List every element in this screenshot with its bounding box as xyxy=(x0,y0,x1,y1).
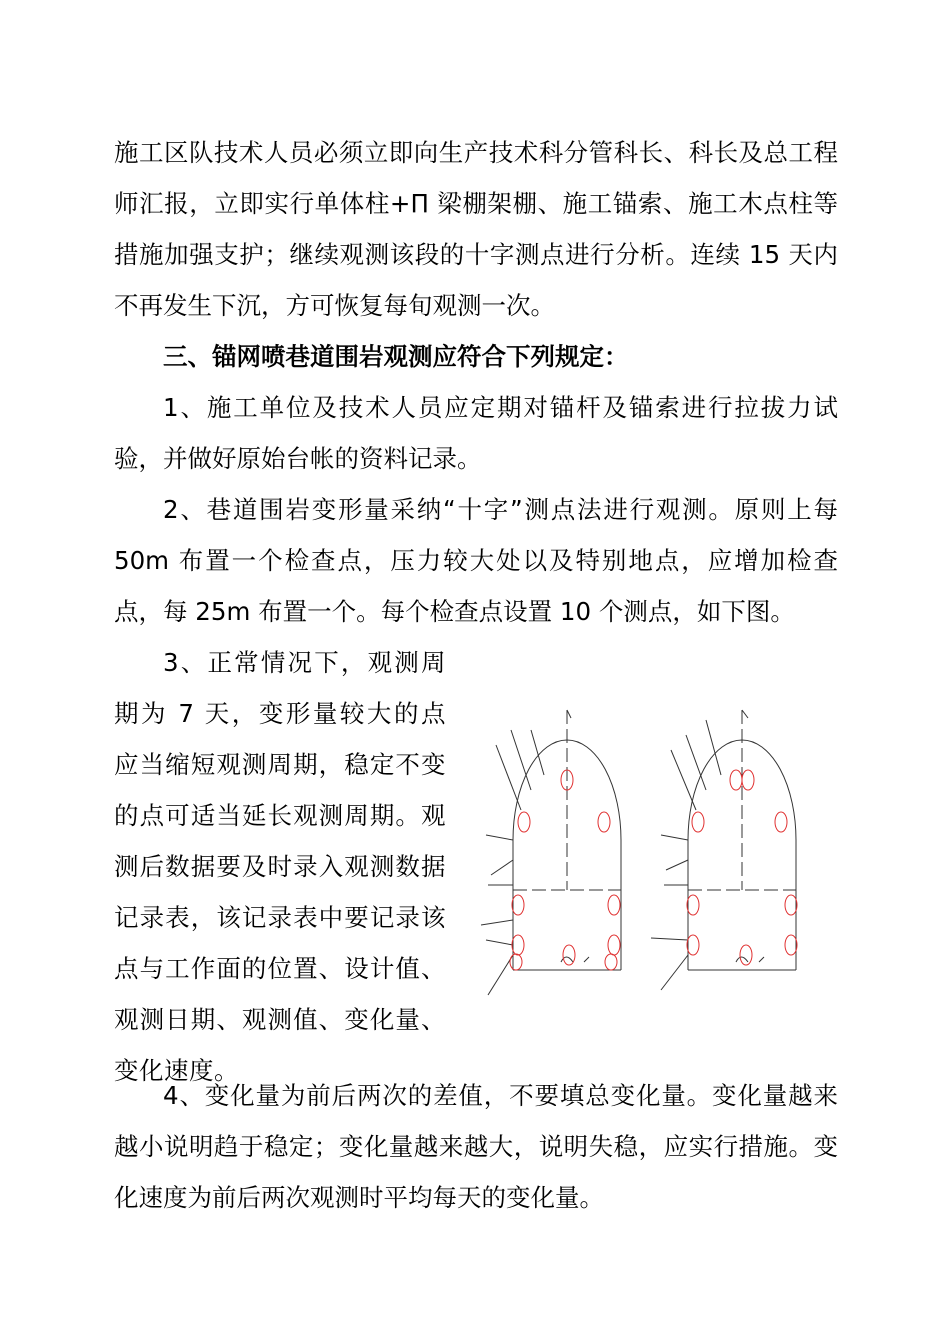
list-item-3: 3、正常情况下，观测周期为 7 天，变形量较大的点应当缩短观测周期，稳定不变的点可适当延长观测周期。观测后数据要及时录入观测数据记录表，该记录表中要记录该点与工作面的位置、设计值、观测日期、观测值、变化量、变化速度。 xyxy=(114,648,446,1085)
list-item-1: 1、施工单位及技术人员应定期对锚杆及锚索进行拉拔力试验，并做好原始台帐的资料记录。 xyxy=(114,393,838,473)
tunnel-diagram xyxy=(476,700,831,1000)
tunnel-cross-section-figure xyxy=(476,700,831,1000)
list-item-4: 4、变化量为前后两次的差值，不要填总变化量。变化量越来越小说明趋于稳定；变化量越来越大，说明失稳，应实行措施。变化速度为前后两次观测时平均每天的变化量。 xyxy=(114,1081,838,1212)
paragraph-continuation: 施工区队技术人员必须立即向生产技术科分管科长、科长及总工程师汇报，立即实行单体柱+Π 梁棚架棚、施工锚索、施工木点柱等措施加强支护；继续观测该段的十字测点进行分析。连续 15 天内不再发生下沉，方可恢复每旬观测一次。 xyxy=(114,138,838,320)
measurement-points-left xyxy=(510,770,620,970)
list-item-2: 2、巷道围岩变形量采纳“十字”测点法进行观测。原则上每 50m 布置一个检查点，压力较大处以及特别地点，应增加检查点，每 25m 布置一个。每个检查点设置 10 个测点，如下图。 xyxy=(114,495,838,626)
tunnel-left xyxy=(481,710,621,995)
tunnel-right xyxy=(651,710,796,990)
section-heading-3: 三、锚网喷巷道围岩观测应符合下列规定： xyxy=(163,342,629,371)
